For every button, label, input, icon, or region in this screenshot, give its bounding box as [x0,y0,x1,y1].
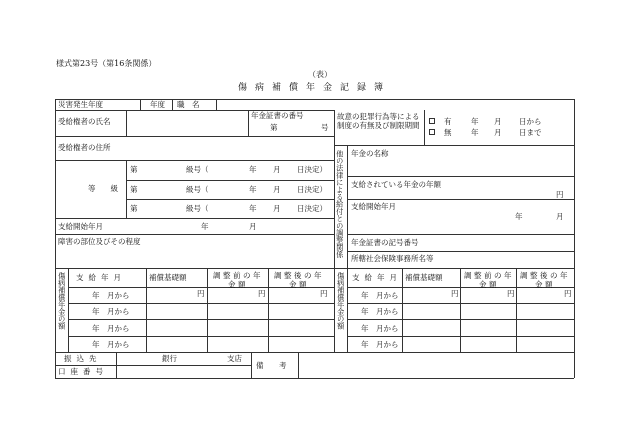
cert-symbol-number-label: 年金証書の記号番号 [351,238,419,247]
fiscal-year-label: 年度 [150,100,165,109]
remarks-label: 備 考 [256,361,291,370]
transfer-destination-label: 振込先 [64,354,102,363]
yen-unit: 円 [258,289,266,298]
social-insurance-office-label: 所轄社会保険事務所名等 [351,254,434,263]
disability-label: 障害の部位及びその程度 [58,237,141,246]
beneficiary-name-label: 受給権者の氏名 [58,117,111,126]
col-before-adjustment: 調整前の年金額 [213,271,263,289]
col-base-amount: 補償基礎額 [149,273,187,282]
col-after-adjustment: 調整後の年金額 [520,271,570,289]
start-month-label: 月 [249,222,257,231]
table-row: 年 月から [361,307,399,316]
bank-label: 銀行 [162,354,177,363]
account-number-label: 口座番号 [58,367,108,376]
from-year-label: 年 [471,117,479,126]
form-side-label: （表） [308,70,332,79]
cert-dai-label: 第 [270,123,278,132]
pension-name-label: 年金の名称 [351,149,389,158]
table-row: 年 月から [92,340,130,349]
yen-unit: 円 [507,289,515,298]
table-row: 年 月から [92,307,130,316]
col-base-amount: 補償基礎額 [405,273,443,282]
table-row: 年 月から [361,291,399,300]
table-row: 年 月から [92,291,130,300]
beneficiary-address-label: 受給権者の住所 [58,143,111,152]
table-row: 年 月から [361,324,399,333]
col-payment-period: 支給年月 [352,273,402,282]
col-before-adjustment: 調整前の年金額 [464,271,514,289]
other-law-adjustment-label: 他の法律による給付との調整関係 [335,150,345,258]
job-title-label: 職 名 [177,100,200,109]
branch-label: 支店 [227,354,242,363]
to-day-label: 日まで [519,128,542,137]
yes-label: 有 [444,117,452,126]
other-start-year-label: 年 [515,212,523,221]
annual-amount-label: 支給されている年金の年額 [351,180,441,189]
no-label: 無 [444,128,452,137]
table-row: 年 月から [361,340,399,349]
yen-unit: 円 [564,289,572,298]
cert-go-label: 号 [321,123,329,132]
yen-unit: 円 [197,289,205,298]
no-checkbox[interactable] [429,129,435,135]
other-start-label: 支給開始年月 [351,202,396,211]
crime-restriction-label: 故意の犯罪行為等による制度の有無及び制限期間 [337,112,420,131]
form-number: 様式第23号（第16条関係） [56,59,157,68]
start-year-label: 年 [201,222,209,231]
col-payment-period: 支給年月 [76,273,126,282]
yen-unit: 円 [320,289,328,298]
other-start-month-label: 月 [556,212,564,221]
from-day-label: 日から [519,117,542,126]
pension-amount-vertical-label-right: 傷病補償年金の額 [336,272,346,330]
pension-amount-vertical-label: 傷病補償年金の額 [57,272,67,330]
grade-label: 等 級 [88,184,118,193]
pension-cert-number-label: 年金証書の番号 [251,111,304,120]
disaster-year-label: 災害発生年度 [58,100,103,109]
yes-checkbox[interactable] [429,118,435,124]
to-year-label: 年 [471,128,479,137]
col-after-adjustment: 調整後の年金額 [274,271,324,289]
payment-start-label: 支給開始年月 [58,222,103,231]
table-row: 年 月から [92,324,130,333]
yen-unit: 円 [451,289,459,298]
to-month-label: 月 [494,128,502,137]
yen-unit: 円 [556,190,564,199]
from-month-label: 月 [494,117,502,126]
page-title: 傷病補償年金記録簿 [238,83,392,93]
